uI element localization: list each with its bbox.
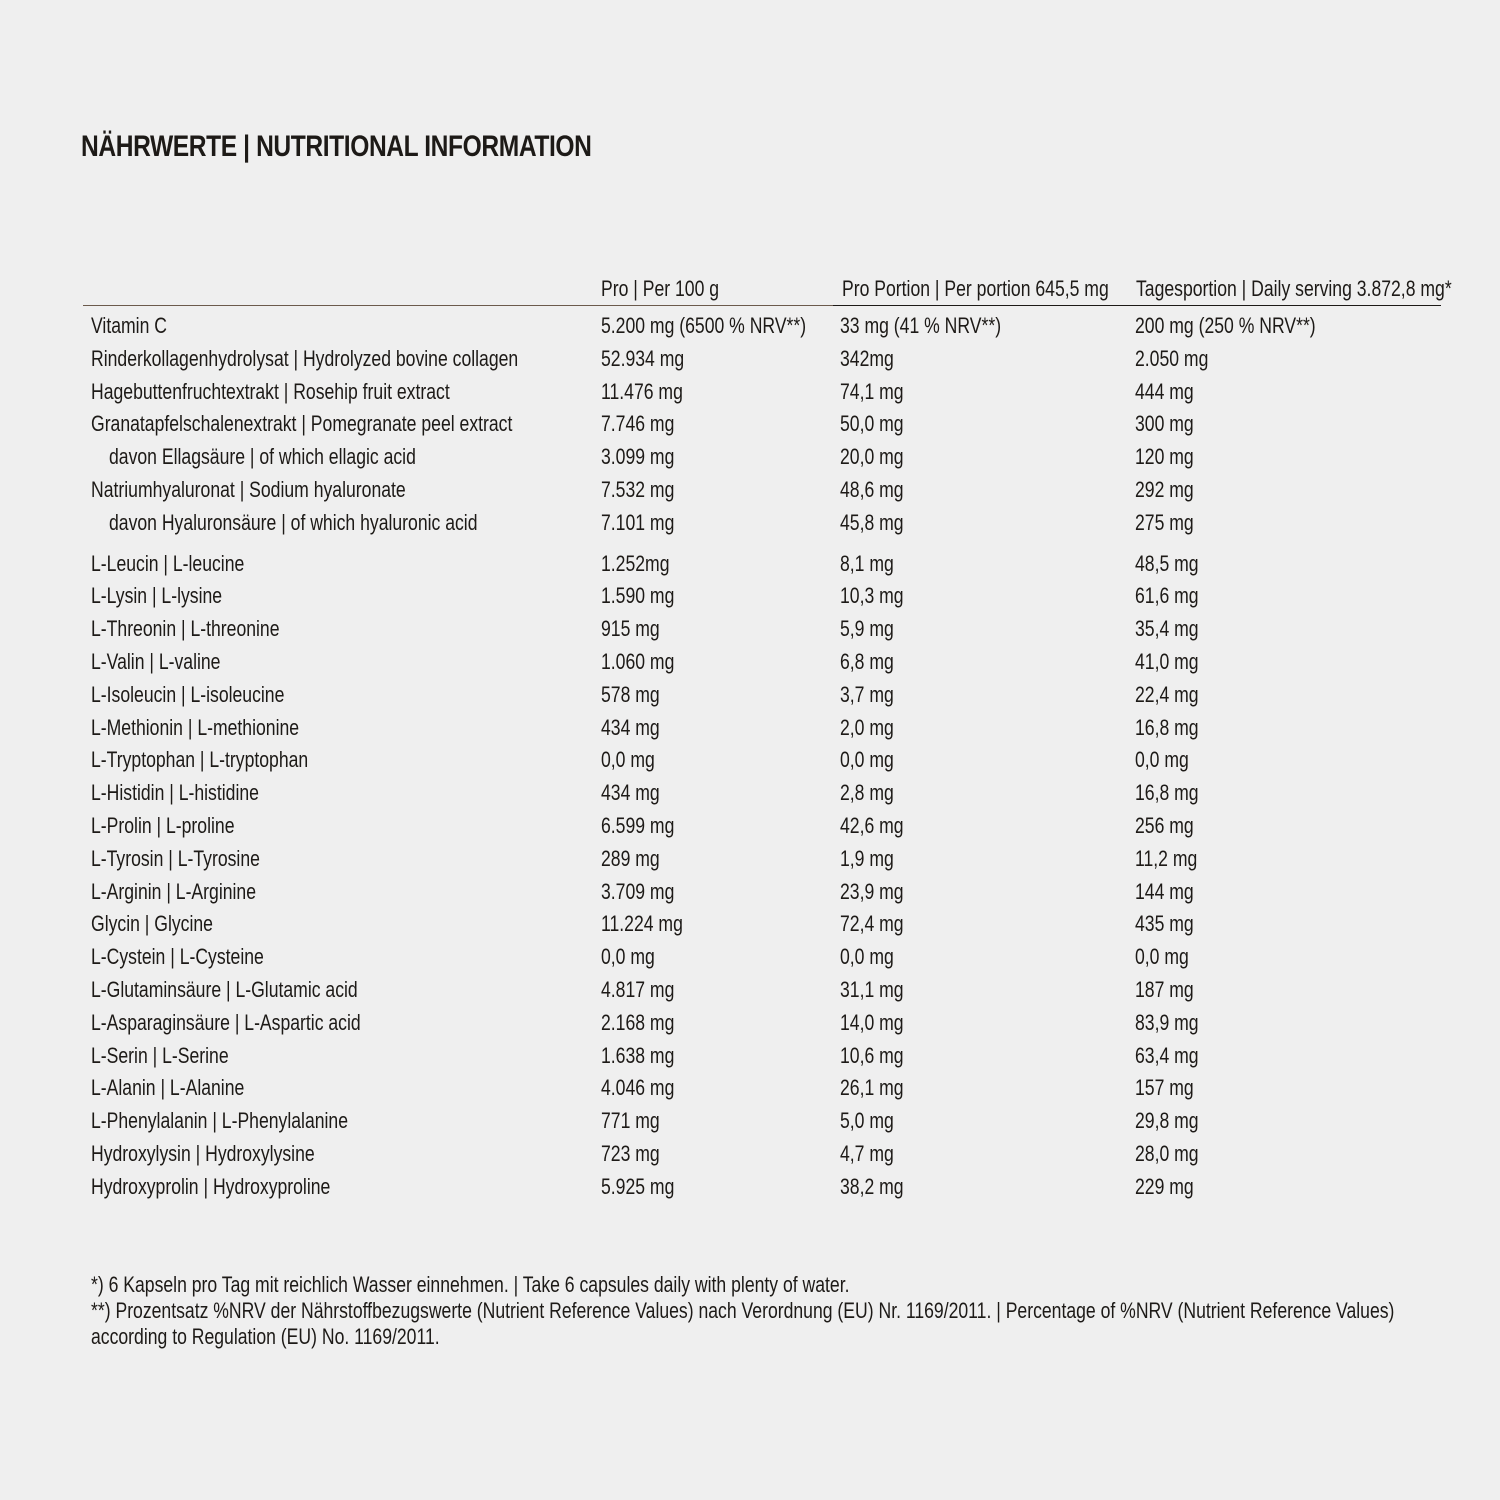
table-row [83, 744, 1441, 777]
value-per-100g: 52.934 mg [601, 345, 685, 371]
value-per-100g: 723 mg [601, 1140, 660, 1166]
value-per-100g: 289 mg [601, 845, 660, 871]
value-daily: 16,8 mg [1135, 780, 1199, 806]
value-per-100g: 1.590 mg [601, 583, 675, 609]
nutrient-name: L-Tryptophan | L-tryptophan [91, 747, 309, 773]
value-per-portion: 45,8 mg [840, 509, 904, 535]
table-row [83, 810, 1441, 843]
table-header [83, 276, 1452, 306]
nutrient-name: L-Glutaminsäure | L-Glutamic acid [91, 976, 358, 1002]
value-per-portion: 342mg [840, 345, 894, 371]
value-daily: 11,2 mg [1135, 845, 1198, 871]
nutrient-name: L-Lysin | L-lysine [91, 583, 223, 609]
value-per-portion: 1,9 mg [840, 845, 894, 871]
value-per-100g: 578 mg [601, 681, 660, 707]
value-per-100g: 771 mg [601, 1108, 660, 1134]
value-daily: 2.050 mg [1135, 345, 1209, 371]
value-per-portion: 23,9 mg [840, 878, 904, 904]
nutrient-name: L-Serin | L-Serine [91, 1042, 229, 1068]
value-per-100g: 1.638 mg [601, 1042, 675, 1068]
table-row [83, 679, 1441, 712]
value-per-100g: 2.168 mg [601, 1009, 675, 1035]
value-daily: 0,0 mg [1135, 747, 1189, 773]
value-daily: 61,6 mg [1135, 583, 1199, 609]
nutrient-name: davon Ellagsäure | of which ellagic acid [109, 444, 416, 470]
value-per-100g: 11.476 mg [601, 378, 683, 404]
value-per-portion: 0,0 mg [840, 747, 894, 773]
header-divider-right [833, 305, 1441, 306]
nutrient-name: L-Leucin | L-leucine [91, 550, 245, 576]
value-per-100g: 915 mg [601, 616, 660, 642]
value-per-portion: 2,0 mg [840, 714, 894, 740]
nutrient-name: L-Cystein | L-Cysteine [91, 944, 264, 970]
column-header-per-100g: Pro | Per 100 g [601, 276, 720, 301]
nutrient-name: L-Prolin | L-proline [91, 812, 235, 838]
value-daily: 435 mg [1135, 911, 1194, 937]
table-row [83, 408, 1441, 441]
table-row [83, 876, 1441, 909]
page-title: NÄHRWERTE | NUTRITIONAL INFORMATION [81, 130, 592, 163]
table-row [83, 474, 1441, 507]
value-per-100g: 1.060 mg [601, 648, 675, 674]
value-per-portion: 3,7 mg [840, 681, 894, 707]
value-daily: 35,4 mg [1135, 616, 1199, 642]
nutrient-name: Hagebuttenfruchtextrakt | Rosehip fruit extract [91, 378, 450, 404]
nutrient-name: Natriumhyaluronat | Sodium hyaluronate [91, 476, 406, 502]
table-row [83, 1171, 1441, 1204]
value-per-100g: 5.925 mg [601, 1173, 675, 1199]
value-daily: 229 mg [1135, 1173, 1194, 1199]
value-per-100g: 7.101 mg [601, 509, 675, 535]
value-daily: 187 mg [1135, 976, 1194, 1002]
table-row [83, 1007, 1441, 1040]
value-per-100g: 3.099 mg [601, 444, 675, 470]
column-header-daily-serving: Tagesportion | Daily serving 3.872,8 mg* [1136, 276, 1452, 301]
nutrient-name: davon Hyaluronsäure | of which hyaluronic acid [109, 509, 478, 535]
table-row [83, 507, 1441, 540]
value-per-portion: 72,4 mg [840, 911, 904, 937]
value-per-portion: 10,3 mg [840, 583, 904, 609]
table-row [83, 1040, 1441, 1073]
value-per-100g: 7.532 mg [601, 476, 675, 502]
nutrient-name: Hydroxyprolin | Hydroxyproline [91, 1173, 331, 1199]
value-daily: 300 mg [1135, 411, 1194, 437]
footnote-nrv: **) Prozentsatz %NRV der Nährstoffbezugswerte (Nutrient Reference Values) nach Verordnung (EU) Nr. 1169/2011. | Percentage of %NRV (Nutrient Reference Values) [91, 1298, 1395, 1323]
value-per-100g: 3.709 mg [601, 878, 675, 904]
table-row [83, 941, 1441, 974]
table-row [83, 1138, 1441, 1171]
nutrient-name: Glycin | Glycine [91, 911, 213, 937]
value-per-100g: 0,0 mg [601, 747, 655, 773]
column-header-per-portion: Pro Portion | Per portion 645,5 mg [842, 276, 1109, 301]
footnotes [91, 1272, 1395, 1350]
nutrient-name: L-Valin | L-valine [91, 648, 221, 674]
nutrient-name: L-Asparaginsäure | L-Aspartic acid [91, 1009, 361, 1035]
table-row [83, 310, 1441, 343]
footnote-serving: *) 6 Kapseln pro Tag mit reichlich Wasser einnehmen. | Take 6 capsules daily with plenty of water. [91, 1272, 850, 1297]
nutrient-name: L-Arginin | L-Arginine [91, 878, 257, 904]
value-daily: 83,9 mg [1135, 1009, 1199, 1035]
value-per-portion: 48,6 mg [840, 476, 904, 502]
value-per-100g: 434 mg [601, 714, 660, 740]
value-per-portion: 6,8 mg [840, 648, 894, 674]
value-per-portion: 8,1 mg [840, 550, 894, 576]
value-daily: 0,0 mg [1135, 944, 1189, 970]
value-per-portion: 10,6 mg [840, 1042, 904, 1068]
nutrient-name: L-Tyrosin | L-Tyrosine [91, 845, 260, 871]
value-per-100g: 7.746 mg [601, 411, 675, 437]
nutrient-name: Rinderkollagenhydrolysat | Hydrolyzed bovine collagen [91, 345, 519, 371]
nutrient-name: L-Isoleucin | L-isoleucine [91, 681, 285, 707]
nutrient-name: L-Histidin | L-histidine [91, 780, 259, 806]
value-daily: 16,8 mg [1135, 714, 1199, 740]
value-daily: 63,4 mg [1135, 1042, 1199, 1068]
value-per-portion: 5,0 mg [840, 1108, 894, 1134]
table-row [83, 343, 1441, 376]
value-daily: 41,0 mg [1135, 648, 1199, 674]
value-per-portion: 33 mg (41 % NRV**) [840, 313, 1002, 338]
value-per-100g: 4.046 mg [601, 1075, 675, 1101]
table-row [83, 843, 1441, 876]
value-daily: 200 mg (250 % NRV**) [1135, 313, 1316, 338]
value-per-100g: 11.224 mg [601, 911, 683, 937]
nutrient-name: Vitamin C [91, 313, 167, 338]
value-daily: 157 mg [1135, 1075, 1194, 1101]
table-row [83, 712, 1441, 745]
value-daily: 444 mg [1135, 378, 1194, 404]
value-per-portion: 2,8 mg [840, 780, 894, 806]
nutrient-name: L-Phenylalanin | L-Phenylalanine [91, 1108, 349, 1134]
value-daily: 28,0 mg [1135, 1140, 1199, 1166]
table-row [83, 777, 1441, 810]
nutrient-name: L-Threonin | L-threonine [91, 616, 280, 642]
value-per-portion: 5,9 mg [840, 616, 894, 642]
value-daily: 120 mg [1135, 444, 1194, 470]
table-row [83, 613, 1441, 646]
nutrient-name: Hydroxylysin | Hydroxylysine [91, 1140, 315, 1166]
nutrient-name: L-Alanin | L-Alanine [91, 1075, 245, 1101]
table-row [83, 548, 1441, 581]
value-per-portion: 42,6 mg [840, 812, 904, 838]
value-per-portion: 38,2 mg [840, 1173, 904, 1199]
value-per-portion: 14,0 mg [840, 1009, 904, 1035]
value-daily: 144 mg [1135, 878, 1194, 904]
table-row [83, 646, 1441, 679]
nutrient-name: Granatapfelschalenextrakt | Pomegranate peel extract [91, 411, 513, 437]
table-row [83, 908, 1441, 941]
nutrient-name: L-Methionin | L-methionine [91, 714, 300, 740]
header-divider-left [83, 305, 833, 306]
value-per-portion: 0,0 mg [840, 944, 894, 970]
footnote-nrv-continued: according to Regulation (EU) No. 1169/2011. [91, 1324, 440, 1349]
value-per-100g: 4.817 mg [601, 976, 675, 1002]
table-row [83, 376, 1441, 409]
value-per-100g: 1.252mg [601, 550, 670, 576]
value-daily: 48,5 mg [1135, 550, 1199, 576]
value-daily: 22,4 mg [1135, 681, 1199, 707]
value-daily: 29,8 mg [1135, 1108, 1199, 1134]
value-per-100g: 0,0 mg [601, 944, 655, 970]
value-per-portion: 26,1 mg [840, 1075, 904, 1101]
table-body [83, 310, 1441, 1204]
value-daily: 256 mg [1135, 812, 1194, 838]
value-per-100g: 6.599 mg [601, 812, 675, 838]
value-daily: 275 mg [1135, 509, 1194, 535]
table-row [83, 1105, 1441, 1138]
table-row [83, 974, 1441, 1007]
value-per-portion: 20,0 mg [840, 444, 904, 470]
value-per-portion: 74,1 mg [840, 378, 904, 404]
value-per-100g: 434 mg [601, 780, 660, 806]
table-row [83, 580, 1441, 613]
value-per-portion: 50,0 mg [840, 411, 904, 437]
value-daily: 292 mg [1135, 476, 1194, 502]
table-row [83, 1072, 1441, 1105]
value-per-100g: 5.200 mg (6500 % NRV**) [601, 313, 807, 338]
value-per-portion: 31,1 mg [840, 976, 904, 1002]
table-row [83, 441, 1441, 474]
value-per-portion: 4,7 mg [840, 1140, 894, 1166]
